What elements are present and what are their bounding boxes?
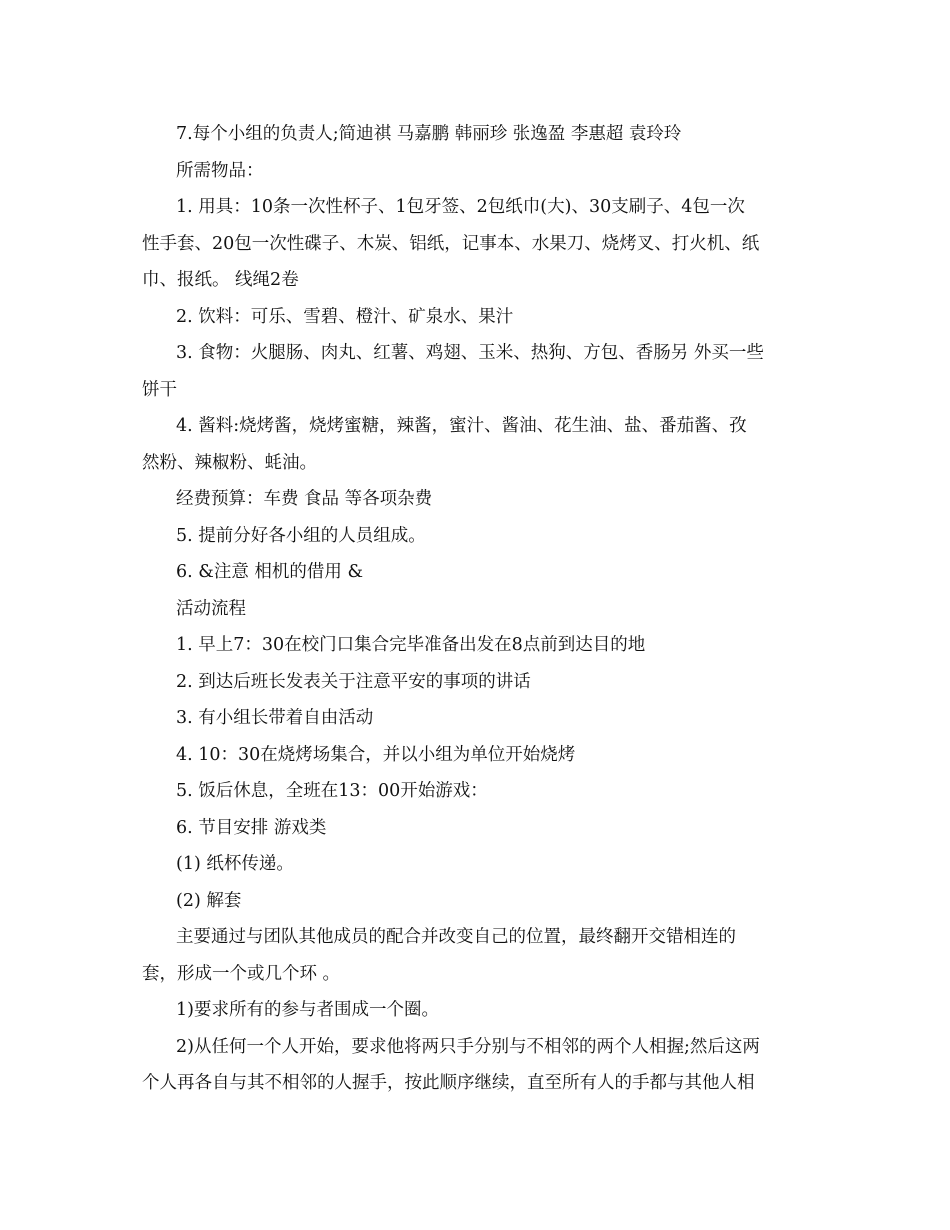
line-game-1: (1) 纸杯传递。 xyxy=(176,854,294,874)
document-body xyxy=(142,116,812,1102)
line-sauces-cont: 然粉、辣椒粉、蚝油。 xyxy=(142,452,317,473)
line-step-4: 4. 10：30在烧烤场集合，并以小组为单位开始烧烤 xyxy=(176,744,576,765)
line-step-3: 3. 有小组长带着自由活动 xyxy=(176,708,374,728)
line-rule-1: 1)要求所有的参与者围成一个圈。 xyxy=(176,1000,439,1020)
line-process-heading: 活动流程 xyxy=(176,598,246,619)
line-step-5: 5. 饭后休息，全班在13：00开始游戏： xyxy=(176,781,488,801)
line-rule-2: 2)从任何一个人开始，要求他将两只手分别与不相邻的两个人相握;然后这两 xyxy=(176,1036,760,1057)
line-food-cont: 饼干 xyxy=(142,379,177,400)
line-step-2: 2. 到达后班长发表关于注意平安的事项的讲话 xyxy=(176,671,531,692)
line-step-1: 1. 早上7：30在校门口集合完毕准备出发在8点前到达目的地 xyxy=(176,635,646,655)
line-utensils: 1. 用具：10条一次性杯子、1包牙签、2包纸巾(大)、30支刷子、4包一次 xyxy=(176,197,745,217)
line-supplies-heading: 所需物品： xyxy=(176,160,264,181)
line-game-desc-cont: 套，形成一个或几个环 。 xyxy=(142,963,341,984)
line-game-2: (2) 解套 xyxy=(176,890,242,911)
line-utensils-cont: 性手套、20包一次性碟子、木炭、铝纸，记事本、水果刀、烧烤叉、打火机、纸 xyxy=(142,233,760,254)
line-group-assignment: 5. 提前分好各小组的人员组成。 xyxy=(176,525,426,546)
line-game-desc: 主要通过与团队其他成员的配合并改变自己的位置，最终翻开交错相连的 xyxy=(176,927,736,947)
line-utensils-cont-2: 巾、报纸。 线绳2卷 xyxy=(142,270,299,290)
line-food: 3. 食物：火腿肠、肉丸、红薯、鸡翅、玉米、热狗、方包、香肠另 外买一些 xyxy=(176,343,764,363)
line-drinks: 2. 饮料：可乐、雪碧、橙汁、矿泉水、果汁 xyxy=(176,306,514,327)
line-rule-2-cont: 个人再各自与其不相邻的人握手，按此顺序继续，直至所有人的手都与其他人相 xyxy=(142,1073,755,1093)
line-step-6: 6. 节目安排 游戏类 xyxy=(176,817,327,838)
line-sauces: 4. 酱料:烧烤酱，烧烤蜜糖，辣酱，蜜汁、酱油、花生油、盐、番茄酱、孜 xyxy=(176,416,747,436)
line-camera-note: 6. &注意 相机的借用 & xyxy=(176,562,364,582)
line-group-leaders: 7.每个小组的负责人;简迪祺 马嘉鹏 韩丽珍 张逸盈 李惠超 袁玲玲 xyxy=(176,124,682,144)
line-budget: 经费预算：车费 食品 等各项杂费 xyxy=(176,489,433,509)
